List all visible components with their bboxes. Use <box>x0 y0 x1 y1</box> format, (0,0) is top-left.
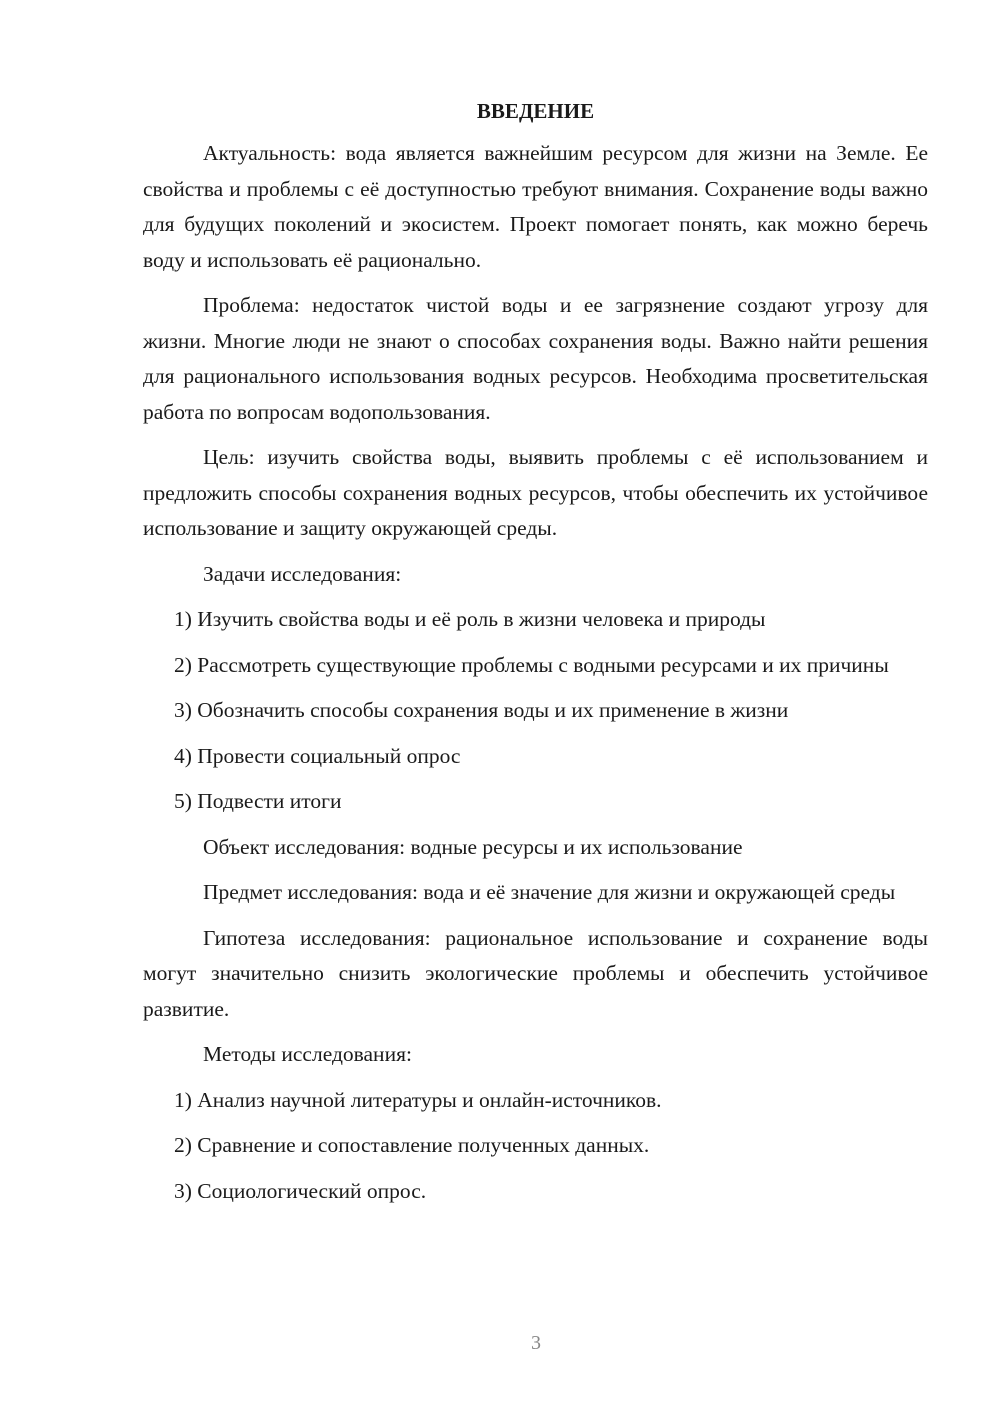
page-content <box>143 96 928 1219</box>
method-item: 1) Анализ научной литературы и онлайн-источников. <box>174 1087 662 1112</box>
hypothesis-paragraph: Гипотеза исследования: рациональное использование и сохранение воды могут значительно снизить экологические проблемы и обеспечить устойчивое развитие. <box>143 925 928 1021</box>
goal-paragraph: Цель: изучить свойства воды, выявить проблемы с её использованием и предложить способы сохранения водных ресурсов, чтобы обеспечить их устойчивое использование и защиту окружающей среды. <box>143 445 928 540</box>
section-title: ВВЕДЕНИЕ <box>476 99 595 123</box>
method-item: 2) Сравнение и сопоставление полученных данных. <box>174 1133 650 1157</box>
relevance-paragraph: Актуальность: вода является важнейшим ресурсом для жизни на Земле. Ее свойства и проблемы с её доступностью требуют внимания. Сохранение воды важно для будущих поколений и экосистем. Проект помогает понять, как можно беречь воду и использовать её рационально. <box>143 141 928 272</box>
method-item: 3) Социологический опрос. <box>174 1178 427 1203</box>
task-item: 2) Рассмотреть существующие проблемы с водными ресурсами и их причины <box>174 652 889 677</box>
page-number: 3 <box>531 1332 541 1354</box>
methods-heading: Методы исследования: <box>203 1042 412 1066</box>
task-item: 1) Изучить свойства воды и её роль в жизни человека и природы <box>174 607 766 631</box>
task-item: 5) Подвести итоги <box>174 789 342 813</box>
task-item: 4) Провести социальный опрос <box>174 743 461 768</box>
problem-paragraph: Проблема: недостаток чистой воды и ее загрязнение создают угрозу для жизни. Многие люди не знают о способах сохранения воды. Важно найти решения для рационального использования водных ресурсов. Необходима просветительская работа по вопросам водопользования. <box>143 293 928 424</box>
object-paragraph: Объект исследования: водные ресурсы и их использование <box>203 834 743 859</box>
subject-paragraph: Предмет исследования: вода и её значение для жизни и окружающей среды <box>203 880 896 904</box>
tasks-heading: Задачи исследования: <box>203 561 402 586</box>
task-item: 3) Обозначить способы сохранения воды и их применение в жизни <box>174 698 789 722</box>
